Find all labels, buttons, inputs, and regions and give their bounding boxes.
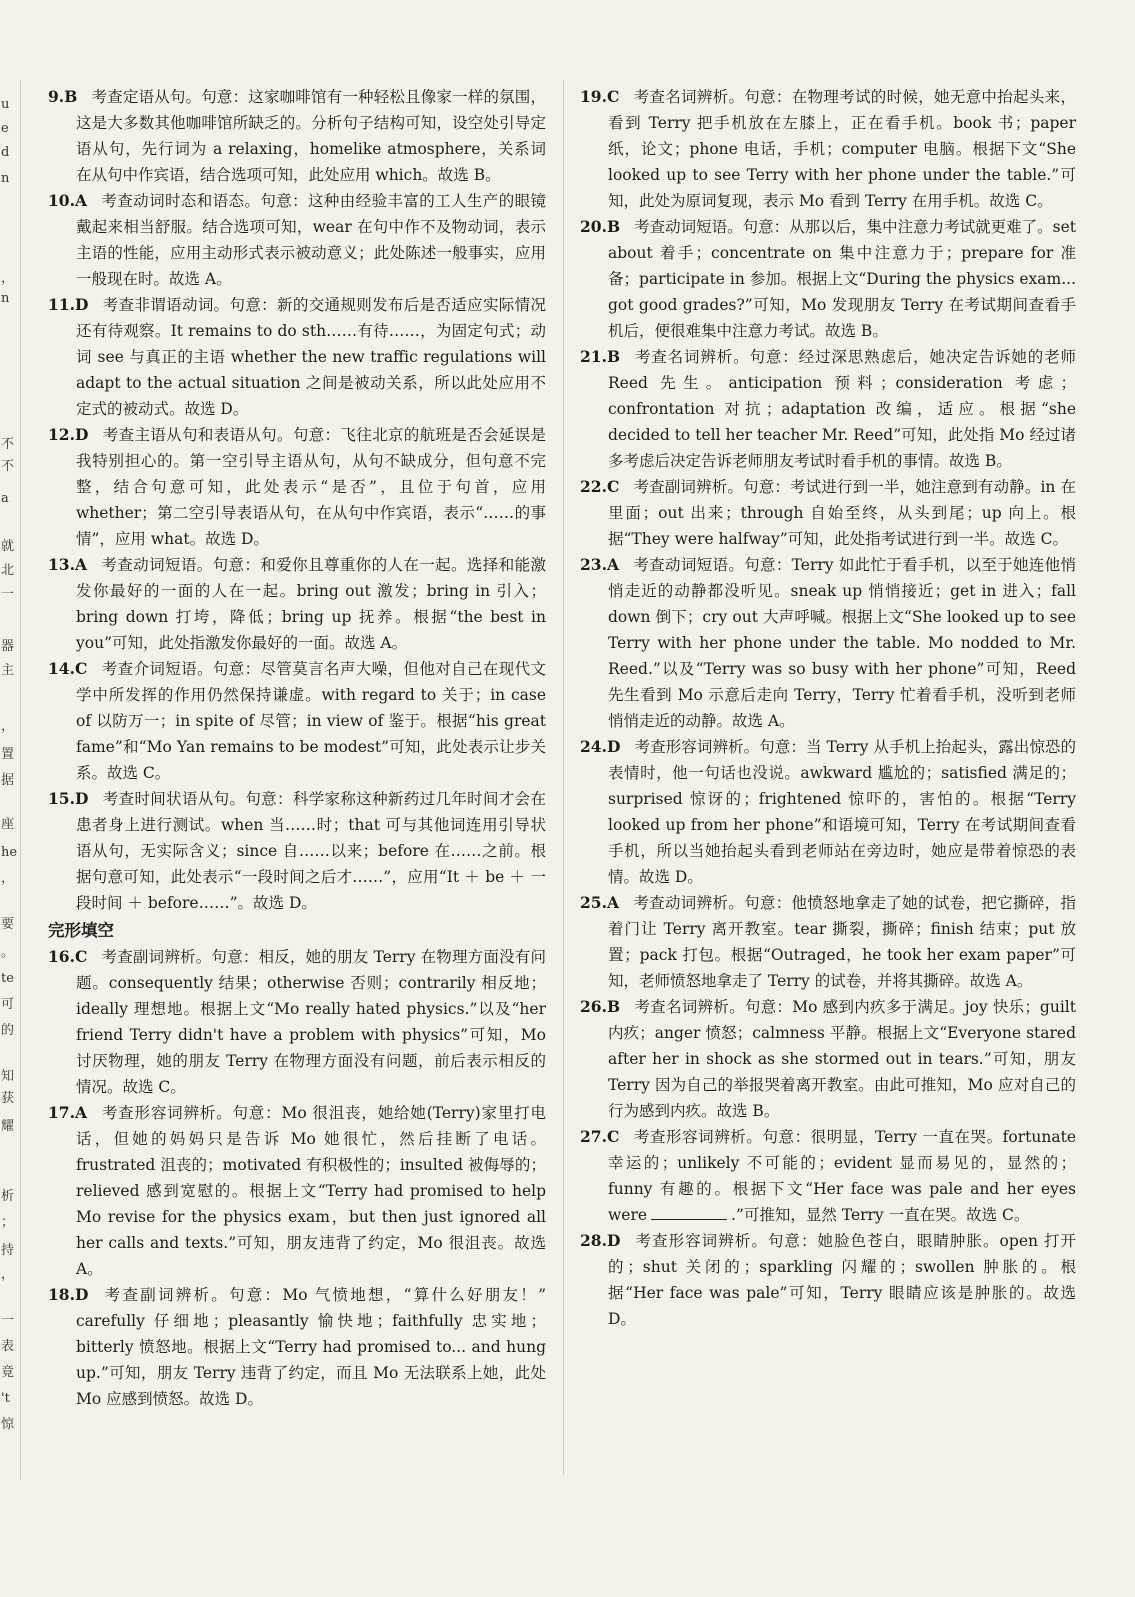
answer-letter: A [606,893,619,912]
answer-item [48,944,546,1100]
answer-letter: D [74,1285,89,1304]
explanation-text: 考查介词短语。句意：尽管莫言名声大噪，但他对自己在现代文学中所发挥的作用仍然保持谦虚。with regard to 关于；in case of 以防万一；in spite of 尽管；in view of 鉴于。根据“his great fame”和“Mo Yan remains to be modest”可知，此处表示让步关系。故选 C。 [76,660,546,782]
edge-fragment: ， [1,1267,15,1282]
answer-item [48,292,546,422]
left-page-edge [0,80,21,1480]
explanation-text: 考查动词短语。句意：和爱你且尊重你的人在一起。选择和能激发你最好的一面的人在一起。bring out 激发；bring in 引入；bring down 打垮，降低；bring up 抚养。根据“the best in you”可知，此处指激发你最好的一面。故选 A。 [76,556,546,652]
explanation-text: 考查形容词辨析。句意：她脸色苍白，眼睛肿胀。open 打开的；shut 关闭的；sparkling 闪耀的；swollen 肿胀的。根据“Her face was pale”可知，Terry 眼睛应该是肿胀的。故选 D。 [608,1232,1076,1328]
edge-fragment: 不 [1,437,15,452]
question-number: 15. [48,789,75,808]
answer-letter: B [606,217,621,236]
edge-fragment: ， [1,871,15,886]
question-number: 11. [48,295,75,314]
column-divider [563,80,564,1475]
edge-fragment: 的 [1,1023,15,1038]
answer-letter: C [606,87,620,106]
question-number: 19. [580,87,607,106]
question-number: 23. [580,555,607,574]
explanation-text: 考查非谓语动词。句意：新的交通规则发布后是否适应实际情况还有待观察。It remains to do sth……有待……，为固定句式；动词 see 与真正的主语 whether the new traffic regulations will adapt to the actual situation 之间是被动关系，所以此处应用不定式的被动式。故选 D。 [76,296,546,418]
answer-letter: B [606,997,621,1016]
explanation-text: 考查定语从句。句意：这家咖啡馆有一种轻松且像家一样的氛围，这是大多数其他咖啡馆所缺乏的。分析句子结构可知，设空处引导定语从句，先行词为 a relaxing，homelike atmosphere，关系词在从句中作宾语，结合选项可知，此处应用 which。故选 B。 [76,88,546,184]
question-number: 21. [580,347,607,366]
explanation-text: .”可推知，显然 Terry 一直在哭。故选 C。 [731,1206,1030,1224]
explanation-text: 考查形容词辨析。句意：很明显，Terry 一直在哭。fortunate 幸运的；unlikely 不可能的；evident 显而易见的，显然的；funny 有趣的。根据下文“Her face was pale and her eyes were [608,1128,1076,1224]
edge-fragment: 。 [1,945,15,960]
question-number: 27. [580,1127,607,1146]
answer-letter: D [606,1231,621,1250]
question-number: 16. [48,947,75,966]
question-number: 10. [48,191,75,210]
answer-letter: A [74,555,87,574]
answer-letter: A [74,1103,87,1122]
question-number: 24. [580,737,607,756]
edge-fragment: 惊 [1,1417,15,1432]
edge-fragment: 一 [1,1313,15,1328]
answer-item [580,994,1076,1124]
answer-item [48,1282,546,1412]
edge-fragment: n [1,171,10,186]
answer-letter: D [74,425,89,444]
edge-fragment: 't [1,1391,10,1406]
edge-fragment: he [1,845,18,860]
explanation-text: 考查时间状语从句。句意：科学家称这种新药过几年时间才会在患者身上进行测试。when 当……时；that 可与其他词连用引导状语从句，无实际含义；since 自……以来；before 在……之前。根据句意可知，此处表示“一段时间之后才……”，应用“It ＋ be ＋ 一段时间 ＋ before……”。故选 D。 [76,790,546,912]
edge-fragment: 据 [1,773,15,788]
edge-fragment: ， [1,719,15,734]
edge-fragment: e [1,121,9,136]
explanation-text: 考查动词短语。句意：从那以后，集中注意力考试就更难了。set about 着手；concentrate on 集中注意力于；prepare for 准备；participate in 参加。根据上文“During the physics exam... got good grades?”可知，Mo 发现朋友 Terry 在考试期间查看手机后，便很难集中注意力考试。故选 B。 [608,218,1076,340]
answer-item [48,656,546,786]
edge-fragment: 获 [1,1091,15,1106]
left-column [48,84,546,1412]
answer-item [580,1228,1076,1332]
explanation-text: 考查副词辨析。句意：Mo 气愤地想，“算什么好朋友！” carefully 仔细地；pleasantly 愉快地；faithfully 忠实地；bitterly 愤怒地。根据上文“Terry had promised to... and hung up.”可知，朋友 Terry 违背了约定，而且 Mo 无法联系上她，此处 Mo 应感到愤怒。故选 D。 [76,1286,546,1408]
edge-fragment: 就 [1,539,15,554]
answer-letter: B [64,87,78,106]
edge-fragment: ， [1,271,15,286]
edge-fragment: d [1,145,10,160]
fill-blank [651,1205,727,1220]
question-number: 20. [580,217,607,236]
edge-fragment: 析 [1,1189,15,1204]
answer-letter: C [74,659,88,678]
answer-item [48,422,546,552]
explanation-text: 考查动词辨析。句意：他愤怒地拿走了她的试卷，把它撕碎，指着门让 Terry 离开教室。tear 撕裂，撕碎；finish 结束；put 放置；pack 打包。根据“Outraged，he took her exam paper”可知，老师愤怒地拿走了 Terry 的试卷，并将其撕碎。故选 A。 [608,894,1076,990]
explanation-text: 考查形容词辨析。句意：当 Terry 从手机上抬起头，露出惊恐的表情时，他一句话也没说。awkward 尴尬的；satisfied 满足的；surprised 惊讶的；frightened 惊吓的，害怕的。根据“Terry looked up from her phone”和语境可知，Terry 在考试期间查看手机，所以当她抬起头看到老师站在旁边时，她应是带着惊恐的表情。故选 D。 [608,738,1076,886]
edge-fragment: 主 [1,663,15,678]
answer-item [580,1124,1076,1228]
edge-fragment: 要 [1,917,15,932]
edge-fragment: 座 [1,817,15,832]
question-number: 28. [580,1231,607,1250]
edge-fragment: n [1,291,10,306]
answer-letter: C [606,1127,620,1146]
edge-fragment: 表 [1,1339,15,1354]
explanation-text: 考查动词时态和语态。句意：这种由经验丰富的工人生产的眼镜戴起来相当舒服。结合选项可知，wear 在句中作不及物动词，表示主语的性能，应用主动形式表示被动意义；此处陈述一般事实，应用一般现在时。故选 A。 [76,192,546,288]
edge-fragment: 耀 [1,1119,15,1134]
question-number: 17. [48,1103,75,1122]
answer-item [580,84,1076,214]
edge-fragment: u [1,97,10,112]
answer-item [48,786,546,916]
edge-fragment: 可 [1,997,15,1012]
question-number: 14. [48,659,75,678]
answer-item [48,552,546,656]
answer-item [580,890,1076,994]
answer-letter: A [606,555,619,574]
answer-letter: D [74,789,89,808]
edge-fragment: 知 [1,1069,15,1084]
question-number: 12. [48,425,75,444]
edge-fragment: 竟 [1,1365,15,1380]
answer-letter: B [606,347,621,366]
edge-fragment: 持 [1,1243,15,1258]
answer-letter: C [606,477,620,496]
edge-fragment: 不 [1,459,15,474]
answer-item [48,188,546,292]
edge-fragment: 器 [1,639,15,654]
answer-item [580,214,1076,344]
answer-letter: C [74,947,88,966]
right-column [580,84,1076,1332]
edge-fragment: 一 [1,587,15,602]
explanation-text: 考查主语从句和表语从句。句意：飞往北京的航班是否会延误是我特别担心的。第一空引导主语从句，从句不缺成分，但句意不完整，结合句意可知，此处表示“是否”，且位于句首，应用 whether；第二空引导表语从句，在从句中作宾语，表示“……的事情”，应用 what。故选 D。 [76,426,546,548]
question-number: 26. [580,997,607,1016]
answer-item [580,344,1076,474]
answer-item [580,552,1076,734]
answer-item [580,734,1076,890]
explanation-text: 考查名词辨析。句意：经过深思熟虑后，她决定告诉她的老师 Reed 先生。anticipation 预料；consideration 考虑；confrontation 对抗；adaptation 改编，适应。根据“she decided to tell her teacher Mr. Reed”可知，此处指 Mo 经过诸多考虑后决定告诉老师朋友考试时看手机的事情。故选 B。 [608,348,1076,470]
explanation-text: 考查副词辨析。句意：相反，她的朋友 Terry 在物理方面没有问题。consequently 结果；otherwise 否则；contrarily 相反地；ideally 理想地。根据上文“Mo really hated physics.”以及“her friend Terry didn't have a problem with physics”可知，Mo 讨厌物理，她的朋友 Terry 在物理方面没有问题，前后表示相反的情况。故选 C。 [76,948,546,1096]
edge-fragment: ； [1,1215,15,1230]
question-number: 9. [48,87,65,106]
edge-fragment: 置 [1,747,15,762]
question-number: 25. [580,893,607,912]
explanation-text: 考查副词辨析。句意：考试进行到一半，她注意到有动静。in 在里面；out 出来；through 自始至终，从头到尾；up 向上。根据“They were halfway”可知，此处指考试进行到一半。故选 C。 [608,478,1076,548]
question-number: 18. [48,1285,75,1304]
answer-item [48,1100,546,1282]
explanation-text: 考查名词辨析。句意：在物理考试的时候，她无意中抬起头来，看到 Terry 把手机放在左膝上，正在看手机。book 书；paper 纸，论文；phone 电话，手机；computer 电脑。根据下文“She looked up to see Terry with her phone under the table.”可知，此处为原词复现，表示 Mo 看到 Terry 在用手机。故选 C。 [608,88,1076,210]
answer-item [580,474,1076,552]
answer-item [48,84,546,188]
question-number: 22. [580,477,607,496]
edge-fragment: 北 [1,563,15,578]
section-title-cloze: 完形填空 [48,921,114,940]
answer-letter: D [74,295,89,314]
explanation-text: 考查形容词辨析。句意：Mo 很沮丧，她给她(Terry)家里打电话，但她的妈妈只是告诉 Mo 她很忙，然后挂断了电话。frustrated 沮丧的；motivated 有积极性的；insulted 被侮辱的；relieved 感到宽慰的。根据上文“Terry had promised to help Mo revise for the physics exam，but then just ignored all her calls and texts.”可知，朋友违背了约定，Mo 很沮丧。故选 A。 [76,1104,546,1278]
explanation-text: 考查动词短语。句意：Terry 如此忙于看手机，以至于她连他悄悄走近的动静都没听见。sneak up 悄悄接近；get in 进入；fall down 倒下；cry out 大声呼喊。根据上文“She looked up to see Terry with her phone under the table. Mo nodded to Mr. Reed.”以及“Terry was so busy with her phone”可知，Reed 先生看到 Mo 示意后走向 Terry，Terry 忙着看手机，没听到老师悄悄走近的动静。故选 A。 [608,556,1076,730]
edge-fragment: a [1,491,9,506]
question-number: 13. [48,555,75,574]
answer-letter: A [74,191,87,210]
explanation-text: 考查名词辨析。句意：Mo 感到内疚多于满足。joy 快乐；guilt 内疚；anger 愤怒；calmness 平静。根据上文“Everyone stared after her in shock as she stormed out in tears.”可知，朋友 Terry 因为自己的举报哭着离开教室。由此可推知，Mo 应对自己的行为感到内疚。故选 B。 [608,998,1076,1120]
answer-letter: D [606,737,621,756]
edge-fragment: te [1,971,14,986]
